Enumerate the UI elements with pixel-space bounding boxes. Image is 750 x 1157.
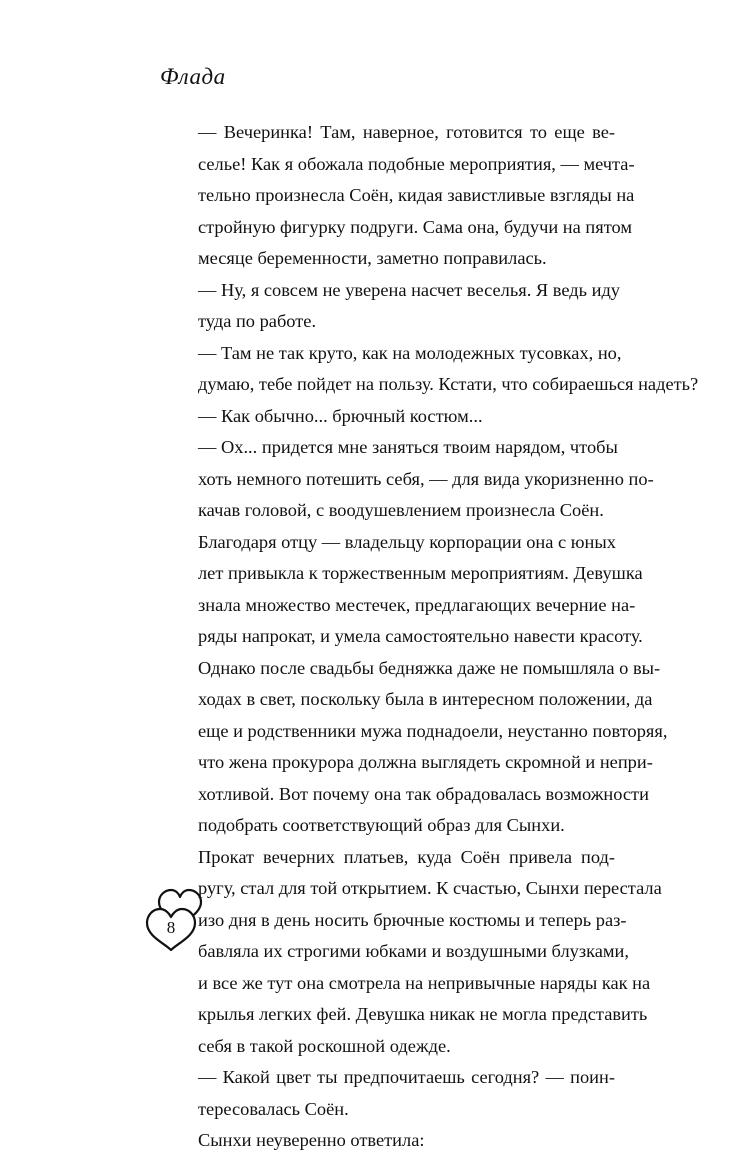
text-line: — Ну, я совсем не уверена насчет веселья. Я ведь иду <box>198 279 620 300</box>
text-line: бавляла их строгими юбками и воздушными блузками, <box>198 941 629 961</box>
text-line: знала множество местечек, предлагающих вечерние на- <box>198 594 636 615</box>
text-line: изо дня в день носить брючные костюмы и теперь раз- <box>198 909 627 930</box>
text-line: крылья легких фей. Девушка никак не могла представить <box>198 1004 648 1024</box>
double-heart-icon <box>140 875 220 955</box>
text-line: подобрать соответствующий образ для Сынхи. <box>198 815 565 835</box>
text-line: — Ох... придется мне заняться твоим нарядом, чтобы <box>198 437 618 457</box>
text-line: ряды напрокат, и умела самостоятельно навести красоту. <box>198 626 643 646</box>
body-text <box>160 117 699 1157</box>
text-line: тельно произнесла Соён, кидая завистливые взгляды на <box>198 185 635 205</box>
text-line: и все же тут она смотрела на непривычные наряды как на <box>198 972 651 993</box>
paragraph <box>160 1125 615 1157</box>
text-line: туда по работе. <box>198 311 317 331</box>
paragraph <box>160 1062 615 1125</box>
paragraph <box>160 842 662 1063</box>
page-number: 8 <box>166 918 176 937</box>
text-line: хоть немного потешить себя, — для вида укоризненно по- <box>198 468 654 489</box>
text-line: Сынхи неуверенно ответила: <box>198 1130 425 1150</box>
paragraph <box>160 432 654 527</box>
text-line: хотливой. Вот почему она так обрадовалась возможности <box>198 783 649 804</box>
page-folio <box>140 875 220 955</box>
paragraph <box>160 527 668 842</box>
text-line: качав головой, с воодушевлением произнесла Соён. <box>198 500 604 520</box>
text-line: что жена прокурора должна выглядеть скромной и непри- <box>198 752 653 772</box>
text-line: селье! Как я обожала подобные мероприятия, — мечта- <box>198 153 635 174</box>
text-line: лет привыкла к торжественным мероприятиям. Девушка <box>198 563 643 583</box>
text-line: ходах в свет, поскольку была в интересном положении, да <box>198 689 653 709</box>
paragraph <box>160 401 615 433</box>
text-line: еще и родственники мужа поднадоели, неустанно повторяя, <box>198 720 668 741</box>
text-line: — Там не так круто, как на молодежных тусовках, но, <box>198 342 622 363</box>
paragraph <box>160 117 635 275</box>
text-line: месяце беременности, заметно поправилась. <box>198 248 547 268</box>
text-line: — Какой цвет ты предпочитаешь сегодня? — поин- <box>198 1067 615 1087</box>
text-line: — Как обычно... брючный костюм... <box>198 405 483 426</box>
text-line: Однако после свадьбы бедняжка даже не помышляла о вы- <box>198 657 661 678</box>
running-header-title: Флада <box>160 64 226 89</box>
text-line: Прокат вечерних платьев, куда Соён привела под- <box>198 846 615 867</box>
paragraph <box>160 275 620 338</box>
text-line: ругу, стал для той открытием. К счастью, Сынхи перестала <box>198 878 662 898</box>
paragraph <box>160 338 699 401</box>
text-line: думаю, тебе пойдет на пользу. Кстати, что собираешься надеть? <box>198 374 699 394</box>
text-line: стройную фигурку подруги. Сама она, будучи на пятом <box>198 216 632 237</box>
text-line: себя в такой роскошной одежде. <box>198 1035 451 1056</box>
text-line: — Вечеринка! Там, наверное, готовится то еще ве- <box>198 122 615 142</box>
text-line: Благодаря отцу — владельцу корпорации она с юных <box>198 531 616 552</box>
text-line: тересовалась Соён. <box>198 1098 349 1119</box>
